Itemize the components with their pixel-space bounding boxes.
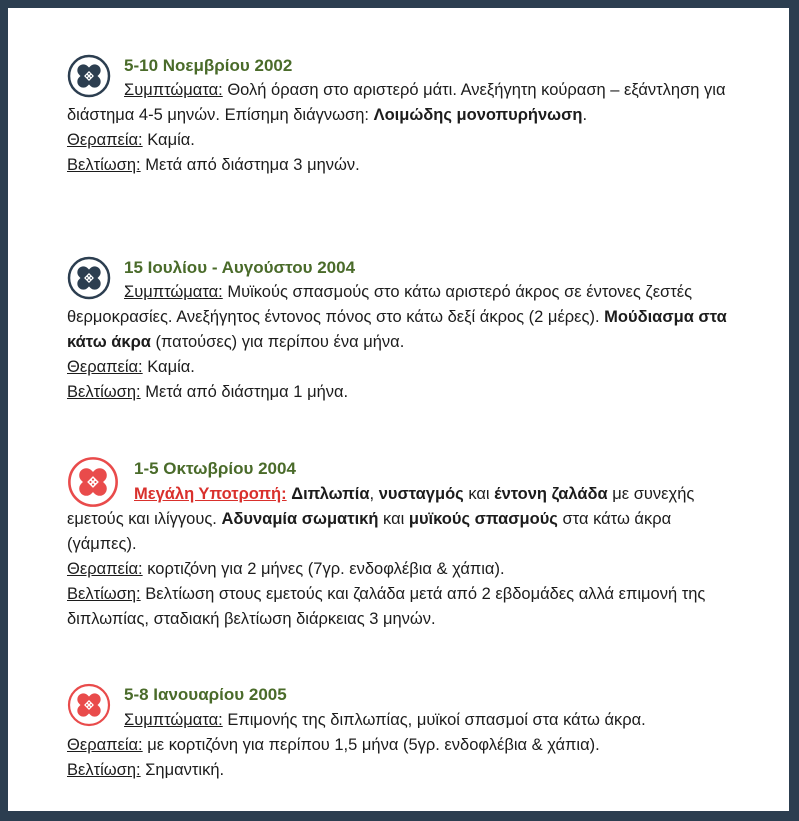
entry-date: 5-8 Ιανουαρίου 2005 xyxy=(124,685,287,704)
entry-body xyxy=(67,482,727,632)
improvement-text: Βελτίωση στους εμετούς και ζαλάδα μετά από 2 εβδομάδες αλλά επιμονή της διπλωπίας, σταδιακή βελτίωση διάρκειας 3 μηνών. xyxy=(67,585,706,628)
therapy-label: Θεραπεία: xyxy=(67,131,143,149)
improvement-line xyxy=(67,153,727,178)
improvement-text: Μετά από διάστημα 1 μήνα. xyxy=(145,383,349,401)
symptoms-paragraph xyxy=(67,280,727,355)
document-page xyxy=(8,8,789,811)
symptom-bold: Αδυναμία σωματική xyxy=(221,510,379,528)
entry-body xyxy=(67,280,727,405)
improvement-line xyxy=(67,582,727,632)
therapy-line xyxy=(67,557,727,582)
symptoms-end: (πατούσες) για περίπου ένα μήνα. xyxy=(150,333,405,351)
improvement-line xyxy=(67,758,727,783)
improvement-label: Βελτίωση: xyxy=(67,383,141,401)
symptom-text: και xyxy=(378,510,409,528)
symptoms-bold-text: Μούδιασμα στα κάτω άκρα xyxy=(67,308,727,351)
improvement-label: Βελτίωση: xyxy=(67,156,141,174)
symptom-text: με συνεχής εμετούς και ιλίγγους. xyxy=(67,485,695,528)
entry-body xyxy=(67,708,727,783)
symptoms-label: Συμπτώματα: xyxy=(124,81,223,99)
therapy-line xyxy=(67,733,727,758)
symptoms-text: Μυϊκούς σπασμούς στο κάτω αριστερό άκρος σε έντονες ζεστές θερμοκρασίες. Ανεξήγητος έντονος πόνος στο κάτω δεξί άκρος (2 μέρες). xyxy=(67,283,693,326)
symptom-bold: Διπλωπία xyxy=(291,485,370,503)
therapy-text: Καμία. xyxy=(147,358,195,376)
major-relapse-label: Μεγάλη Υποτροπή: xyxy=(134,485,287,503)
diagnosis-text: Λοιμώδης μονοπυρήνωση xyxy=(373,106,583,124)
symptom-text: στα κάτω άκρα (γάμπες). xyxy=(67,510,672,553)
symptom-text: και xyxy=(463,485,495,503)
symptom-bold: μυϊκούς σπασμούς xyxy=(408,510,558,528)
symptoms-label: Συμπτώματα: xyxy=(124,283,223,301)
symptoms-paragraph xyxy=(67,482,727,557)
symptoms-text: Επιμονής της διπλωπίας, μυϊκοί σπασμοί στα κάτω άκρα. xyxy=(227,711,646,729)
improvement-text: Σημαντική. xyxy=(145,761,225,779)
improvement-label: Βελτίωση: xyxy=(67,585,141,603)
symptoms-paragraph xyxy=(67,78,727,128)
therapy-text: Καμία. xyxy=(147,131,195,149)
entry-date: 1-5 Οκτωβρίου 2004 xyxy=(134,459,296,478)
therapy-line xyxy=(67,355,727,380)
therapy-label: Θεραπεία: xyxy=(67,560,143,578)
improvement-line xyxy=(67,380,727,405)
therapy-text: κορτιζόνη για 2 μήνες (7γρ. ενδοφλέβια & χάπια). xyxy=(147,560,505,578)
therapy-text: με κορτιζόνη για περίπου 1,5 μήνα (5γρ. ενδοφλέβια & χάπια). xyxy=(147,736,600,754)
symptom-bold: νυσταγμός xyxy=(378,485,464,503)
symptoms-paragraph xyxy=(67,708,727,733)
therapy-label: Θεραπεία: xyxy=(67,736,143,754)
therapy-line xyxy=(67,128,727,153)
improvement-text: Μετά από διάστημα 3 μηνών. xyxy=(145,156,360,174)
symptoms-end: . xyxy=(582,106,588,124)
entry-date: 15 Ιουλίου - Αυγούστου 2004 xyxy=(124,258,356,277)
symptom-bold: έντονη ζαλάδα xyxy=(494,485,608,503)
improvement-label: Βελτίωση: xyxy=(67,761,141,779)
symptoms-label: Συμπτώματα: xyxy=(124,711,223,729)
entry-body xyxy=(67,78,727,178)
symptoms-text: Θολή όραση στο αριστερό μάτι. Ανεξήγητη κούραση – εξάντληση για διάστημα 4-5 μηνών. Επίσημη διάγνωση: xyxy=(67,81,726,124)
entry-date: 5-10 Νοεμβρίου 2002 xyxy=(124,56,293,75)
therapy-label: Θεραπεία: xyxy=(67,358,143,376)
symptom-text: , xyxy=(369,485,379,503)
